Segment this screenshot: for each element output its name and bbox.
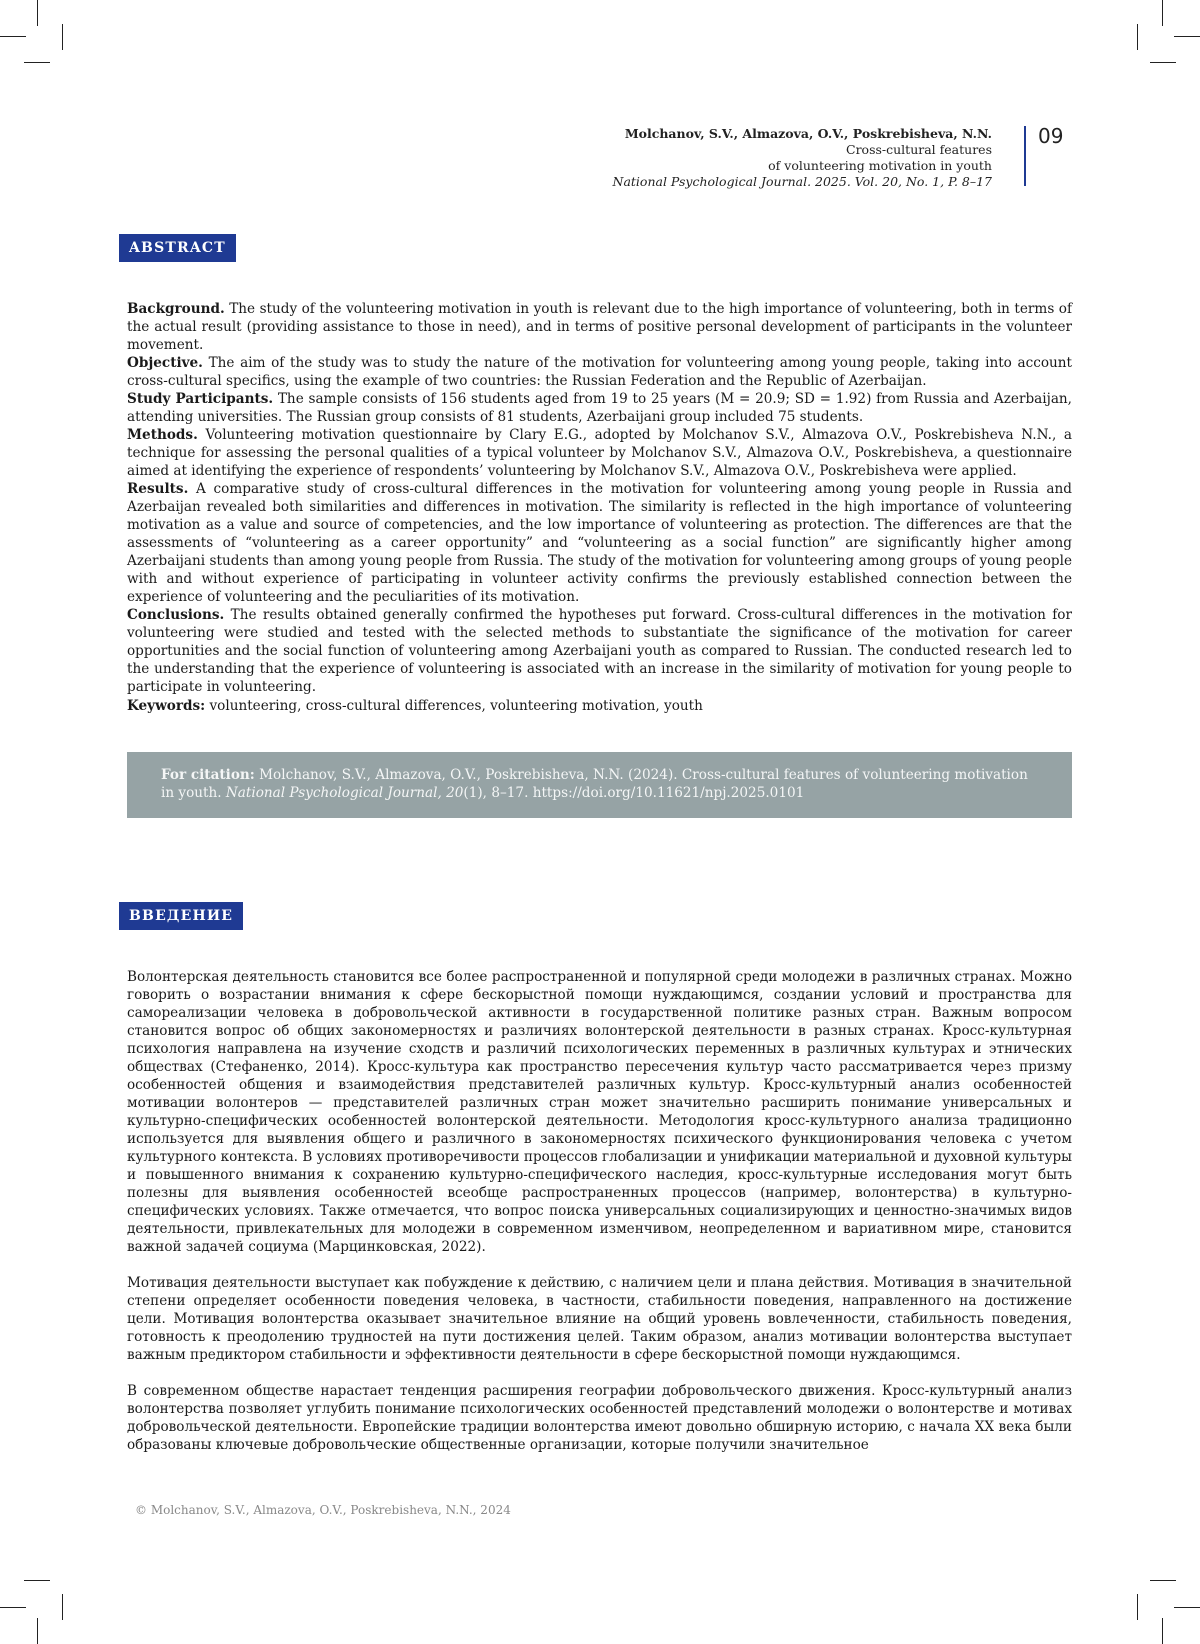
- keywords: [127, 697, 1072, 715]
- crop-mark: [1174, 36, 1200, 37]
- abstract-text: The aim of the study was to study the nature of the motivation for volunteering among young people, taking into account cross-cultural specifics, using the example of two countries: the Russian Federation and the Republic of Azerbaijan.: [127, 355, 1072, 389]
- citation-label: For citation:: [161, 767, 255, 783]
- keywords-text: volunteering, cross-cultural differences, volunteering motivation, youth: [205, 698, 703, 714]
- citation-issue[interactable]: (1), 8–17. https://doi.org/10.11621/npj.2025.0101: [463, 785, 805, 801]
- crop-mark: [24, 62, 50, 63]
- abstract-paragraph: [127, 480, 1072, 606]
- abstract-label: ABSTRACT: [119, 234, 236, 262]
- crop-mark: [1150, 62, 1176, 63]
- header-divider: [1024, 126, 1026, 186]
- page-number: 09: [1038, 124, 1064, 148]
- crop-mark: [1137, 24, 1138, 50]
- abstract-text: The study of the volunteering motivation in youth is relevant due to the high importance of volunteering, both in terms of the actual result (providing assistance to those in need), and in terms of positive personal development of participants in the volunteer movement.: [127, 301, 1072, 353]
- abstract-paragraph: [127, 354, 1072, 390]
- abstract-heading: Objective.: [127, 355, 203, 371]
- header-title-line2: of volunteering motivation in youth: [768, 158, 992, 173]
- abstract-heading: Methods.: [127, 427, 198, 443]
- crop-mark: [1174, 1607, 1200, 1608]
- running-header: [452, 126, 992, 190]
- citation-box: [127, 752, 1072, 818]
- keywords-label: Keywords:: [127, 698, 206, 714]
- crop-mark: [1150, 1580, 1176, 1581]
- abstract-text: A comparative study of cross-cultural differences in the motivation for volunteering among young people in Russia and Azerbaijan revealed both similarities and differences in motivation. The similarity is reflected in the high importance of volunteering motivation as a value and source of competencies, and the low importance of volunteering as protection. The differences are that the assessments of “volunteering as a career opportunity” and “volunteering as a social function” are significantly higher among Azerbaijani students than among young people from Russia. The study of the motivation for volunteering among groups of young people with and without experience of participating in volunteer activity confirms the previously established connection between the experience of volunteering and the peculiarities of its motivation.: [127, 481, 1072, 605]
- citation-journal: National Psychological Journal, 20: [225, 785, 464, 801]
- abstract-paragraph: [127, 300, 1072, 354]
- crop-mark: [0, 36, 26, 37]
- header-title-line1: Cross-cultural features: [846, 142, 992, 157]
- header-authors: Molchanov, S.V., Almazova, O.V., Poskrebisheva, N.N.: [624, 126, 992, 141]
- abstract-text: Volunteering motivation questionnaire by Clary E.G., adopted by Molchanov S.V., Almazova O.V., Poskrebisheva N.N., a technique for assessing the personal qualities of a typical volunteer by Molchanov S.V., Almazova O.V., Poskrebisheva, a questionnaire aimed at identifying the experience of respondents’ volunteering by Molchanov S.V., Almazova O.V., Poskrebisheva were applied.: [127, 427, 1072, 479]
- abstract-heading: Study Participants.: [127, 391, 274, 407]
- crop-mark: [62, 24, 63, 50]
- abstract-body: [127, 300, 1072, 696]
- crop-mark: [1162, 0, 1163, 26]
- intro-paragraph: Волонтерская деятельность становится все более распространенной и популярной среди молодежи в различных странах. Можно говорить о возрастании внимания к сфере бескорыстной помощи нуждающимся, создании условий и пространства для самореализации человека в добровольческой активности в государственной политике разных стран. Важным вопросом становится вопрос об общих закономерностях и различиях волонтерской деятельности в разных странах. Кросс-культурная психология направлена на изучение сходств и различий психологических переменных в различных культурах и этнических обществах (Стефаненко, 2014). Кросс-культура как пространство пересечения культур часто рассматривается через призму особенностей общения и взаимодействия представителей различных культур. Кросс-культурный анализ особенностей мотивации волонтеров — представителей различных стран может значительно расширить понимание универсальных и культурно-специфических особенностей волонтерской деятельности. Методология кросс-культурного анализа традиционно используется для выявления общего и различного в закономерностях психического функционирования человека с учетом культурного контекста. В условиях противоречивости процессов глобализации и унификации материальной и духовной культуры и повышенного внимания к сохранению культурно-специфического наследия, кросс-культурные исследования могут быть полезны для выявления особенностей всеобще распространенных процессов (например, волонтерства) в культурно-специфических условиях. Также отмечается, что вопрос поиска универсальных социализирующих и ценностно-значимых видов деятельности, привлекательных для молодежи в современном изменчивом, неопределенном и вариативном мире, становится важной задачей социума (Марцинковская, 2022).: [127, 969, 1072, 1255]
- intro-paragraph: Мотивация деятельности выступает как побуждение к действию, с наличием цели и плана действия. Мотивация в значительной степени определяет особенности поведения человека, в частности, стабильности поведения, направленного на достижение цели. Мотивация волонтерства оказывает значительное влияние на общий уровень вовлеченности, стабильность поведения, готовность к преодолению трудностей на пути достижения целей. Таким образом, анализ мотивации волонтерства выступает важным предиктором стабильности и эффективности деятельности в сфере бескорыстной помощи нуждающимся.: [127, 1275, 1072, 1363]
- abstract-heading: Conclusions.: [127, 607, 225, 623]
- intro-paragraph: В современном обществе нарастает тенденция расширения географии добровольческого движения. Кросс-культурный анализ волонтерства позволяет углубить понимание психологических особенностей представлений молодежи о волонтерстве и мотивах добровольческой деятельности. Европейские традиции волонтерства имеют довольно обширную историю, с начала XX века были образованы ключевые добровольческие общественные организации, которые получили значительное: [127, 1383, 1072, 1453]
- crop-mark: [1137, 1594, 1138, 1620]
- abstract-paragraph: [127, 606, 1072, 696]
- abstract-paragraph: [127, 390, 1072, 426]
- crop-mark: [37, 1618, 38, 1644]
- crop-mark: [0, 1607, 26, 1608]
- crop-mark: [1162, 1618, 1163, 1644]
- crop-mark: [24, 1580, 50, 1581]
- intro-body: [127, 968, 1072, 1472]
- abstract-text: The results obtained generally confirmed the hypotheses put forward. Cross-cultural differences in the motivation for volunteering were studied and tested with the selected methods to substantiate the significance of the motivation for career opportunities and the social function of volunteering among Azerbaijani youth as compared to Russian. The conducted research led to the understanding that the experience of volunteering is associated with an increase in the similarity of motivation for young people to participate in volunteering.: [127, 607, 1072, 695]
- abstract-heading: Background.: [127, 301, 225, 317]
- copyright-footer: © Molchanov, S.V., Almazova, O.V., Poskrebisheva, N.N., 2024: [135, 1503, 511, 1517]
- abstract-heading: Results.: [127, 481, 189, 497]
- header-journal: National Psychological Journal. 2025. Vol. 20, No. 1, P. 8–17: [612, 174, 992, 189]
- crop-mark: [62, 1594, 63, 1620]
- abstract-paragraph: [127, 426, 1072, 480]
- citation-text: Molchanov, S.V., Almazova, O.V., Poskrebisheva, N.N. (2024). Cross-cultural features of volunteering motivation in youth.: [161, 767, 1028, 801]
- abstract-text: The sample consists of 156 students aged from 19 to 25 years (M = 20.9; SD = 1.92) from Russia and Azerbaijan, attending universities. The Russian group consists of 81 students, Azerbaijani group included 75 students.: [127, 391, 1072, 425]
- intro-label: ВВЕДЕНИЕ: [119, 902, 243, 930]
- crop-mark: [37, 0, 38, 26]
